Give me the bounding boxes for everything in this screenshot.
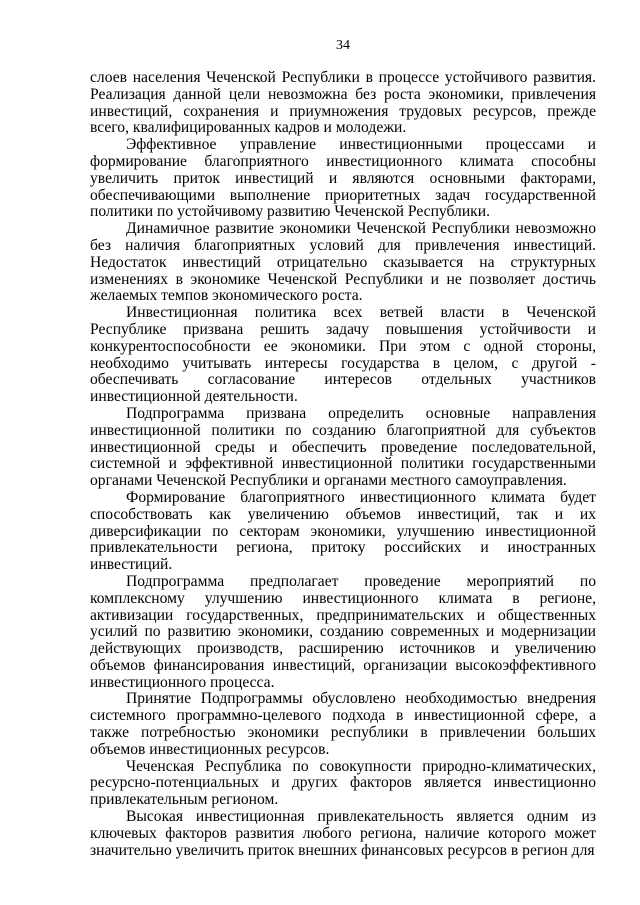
paragraph: Эффективное управление инвестиционными процессами и формирование благоприятного инвестиционного климата способны увеличить приток инвестиций и являются основными факторами, обеспечивающими выполнение приоритетных задач государственной политики по устойчивому развитию Чеченской Республики. [90,136,596,221]
paragraph: Чеченская Республика по совокупности природно-климатических, ресурсно-потенциальных и других факторов является инвестиционно привлекательным регионом. [90,757,596,809]
paragraph: Принятие Подпрограммы обусловлено необходимостью внедрения системного программно-целевого подхода в инвестиционной сфере, а также потребностью экономики республики в привлечении больших объемов инвестиционных ресурсов. [90,690,596,758]
paragraph: Подпрограмма призвана определить основные направления инвестиционной политики по созданию благоприятной для субъектов инвестиционной среды и обеспечить проведение последовательной, системной и эффективной инвестиционной политики государственными органами Чеченской Республики и органами местного самоуправления. [90,404,596,490]
paragraph: Высокая инвестиционная привлекательность является одним из ключевых факторов развития любого региона, наличие которого может значительно увеличить приток внешних финансовых ресурсов в регион для [90,808,596,859]
paragraph: Формирование благоприятного инвестиционного климата будет способствовать как увеличению объемов инвестиций, так и их диверсификации по секторам экономики, улучшению инвестиционной привлекательности региона, притоку российских и иностранных инвестиций. [90,488,596,574]
paragraph-continuation: слоев населения Чеченской Республики в процессе устойчивого развития. Реализация данной цели невозможна без роста экономики, привлечения инвестиций, сохранения и приумножения трудовых ресурсов, прежде всего, квалифицированных кадров и молодежи. [90,69,596,137]
page-number: 34 [336,38,350,53]
paragraph: Подпрограмма предполагает проведение мероприятий по комплексному улучшению инвестиционного климата в регионе, активизации государственных, предпринимательских и общественных усилий по развитию экономики, созданию современных и модернизации действующих производств, расширению источников и увеличению объемов финансирования инвестиций, организации высокоэффективного инвестиционного процесса. [90,572,596,691]
paragraph: Инвестиционная политика всех ветвей власти в Чеченской Республике призвана решить задачу повышения устойчивости и конкурентоспособности ее экономики. При этом с одной стороны, необходимо учитывать интересы государства в целом, с другой - обеспечивать согласование интересов отдельных участников инвестиционной деятельности. [90,304,596,406]
document-body [90,70,596,859]
paragraph: Динамичное развитие экономики Чеченской Республики невозможно без наличия благоприятных условий для привлечения инвестиций. Недостаток инвестиций отрицательно сказывается на структурных изменениях в экономике Чеченской Республики и не позволяет достичь желаемых темпов экономического роста. [90,220,596,305]
